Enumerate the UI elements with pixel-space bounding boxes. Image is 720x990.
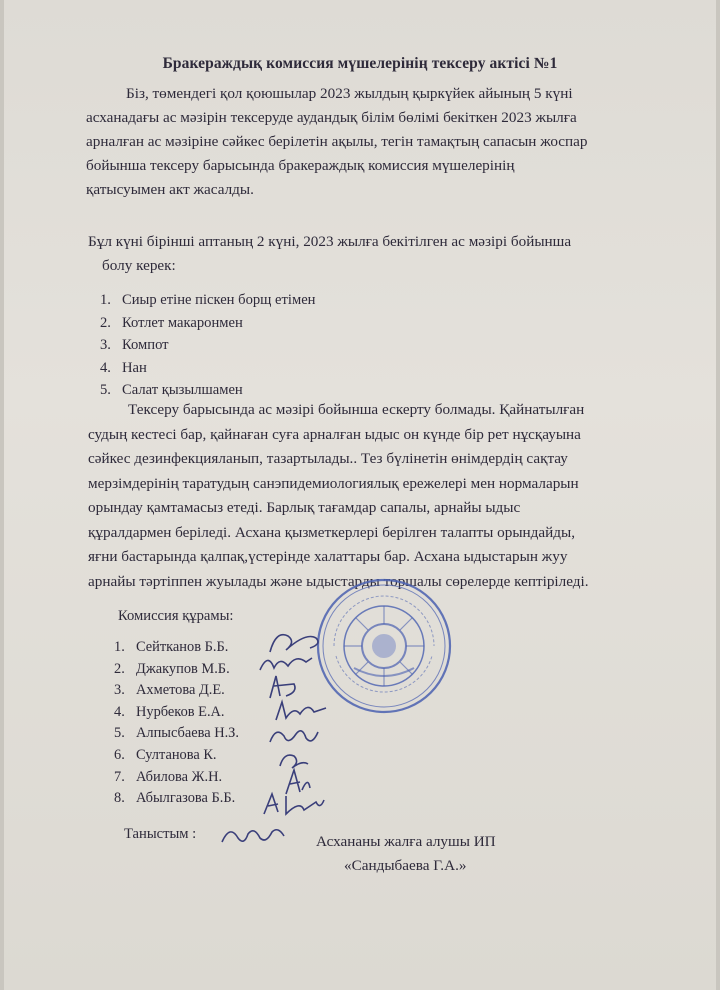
paragraph-line: арнайы тәртіппен жуылады және ыдыстарды торшалы сөрелерде кептіріледі. — [88, 572, 589, 590]
paragraph-line: Бұл күні бірінші аптаның 2 күні, 2023 жылға бекітілген ас мәзірі бойынша — [88, 233, 572, 250]
paragraph-line: асханадағы ас мәзірін тексеруде аудандық білім бөлімі бекіткен 2023 жылға — [86, 109, 577, 126]
menu-intro-paragraph — [88, 230, 688, 278]
commission-title: Комиссия құрамы: — [118, 608, 234, 624]
menu-item: 4. Нан — [100, 359, 147, 376]
member-item: 6. Султанова К. — [114, 746, 217, 763]
paragraph-line: орындау қамтамасыз етеді. Барлық тағамдар сапалы, арнайы ыдыс — [88, 499, 521, 516]
menu-list — [100, 289, 315, 402]
paragraph-line: яғни бастарында қалпақ,үстерінде халаттары бар. Асхана ыдыстарын жуу — [88, 548, 568, 565]
renter-line-2: «Сандыбаева Г.А.» — [344, 857, 467, 874]
menu-item: 2. Котлет макаронмен — [100, 314, 243, 331]
acquainted-signature — [218, 818, 288, 852]
document-title: Бракераждық комиссия мүшелерінің тексеру актісі №1 — [162, 55, 558, 72]
paragraph-line: бойынша тексеру барысында бракераждық комиссия мүшелерінің — [86, 157, 515, 174]
paragraph-line: арналған ас мәзіріне сәйкес берілетін ақылы, тегін тамақтың сапасын жоспар — [86, 133, 588, 150]
member-item: 1. Сейтканов Б.Б. — [114, 639, 229, 655]
inspection-paragraph — [88, 398, 708, 594]
acquainted-label: Таныстым : — [124, 826, 197, 842]
paragraph-line: Тексеру барысында ас мәзірі бойынша ескерту болмады. Қайнатылған — [128, 401, 585, 418]
member-item: 8. Абылгазова Б.Б. — [114, 790, 236, 807]
paragraph-line: қатысуымен акт жасалды. — [86, 181, 254, 198]
document-page — [4, 0, 716, 990]
member-item: 7. Абилова Ж.Н. — [114, 768, 223, 785]
menu-item: 3. Компот — [100, 337, 169, 353]
member-item: 5. Алпысбаева Н.З. — [114, 725, 239, 742]
renter-line-1: Асхананы жалға алушы ИП — [316, 833, 496, 850]
paragraph-line: судың кестесі бар, қайнаған суға арналған ыдыс он күнде бір рет нұсқауына — [88, 425, 581, 443]
member-item: 4. Нурбеков Е.А. — [114, 703, 225, 720]
menu-item: 5. Салат қызылшамен — [100, 382, 243, 398]
paragraph-line: құралдармен беріледі. Асхана қызметкерлері берілген талапты орындайды, — [88, 523, 575, 541]
menu-item: 1. Сиыр етіне піскен борщ етімен — [100, 292, 316, 308]
official-stamp — [314, 576, 454, 716]
commission-members-list — [114, 637, 239, 810]
paragraph-line: Біз, төмендегі қол қоюшылар 2023 жылдың қыркүйек айының 5 күні — [126, 85, 573, 102]
signature-8 — [260, 788, 330, 820]
paragraph-line: болу керек: — [102, 257, 176, 274]
member-item: 3. Ахметова Д.Е. — [114, 682, 225, 699]
intro-paragraph — [86, 82, 690, 202]
paragraph-line: мерзімдерінің таратудың санэпидемиологиялық ережелері мен нормаларын — [88, 474, 579, 492]
member-item: 2. Джакупов М.Б. — [114, 660, 230, 677]
paragraph-line: сәйкес дезинфекцияланып, тазартылады.. Тез бүлінетін өнімдердің сақтау — [88, 450, 568, 467]
